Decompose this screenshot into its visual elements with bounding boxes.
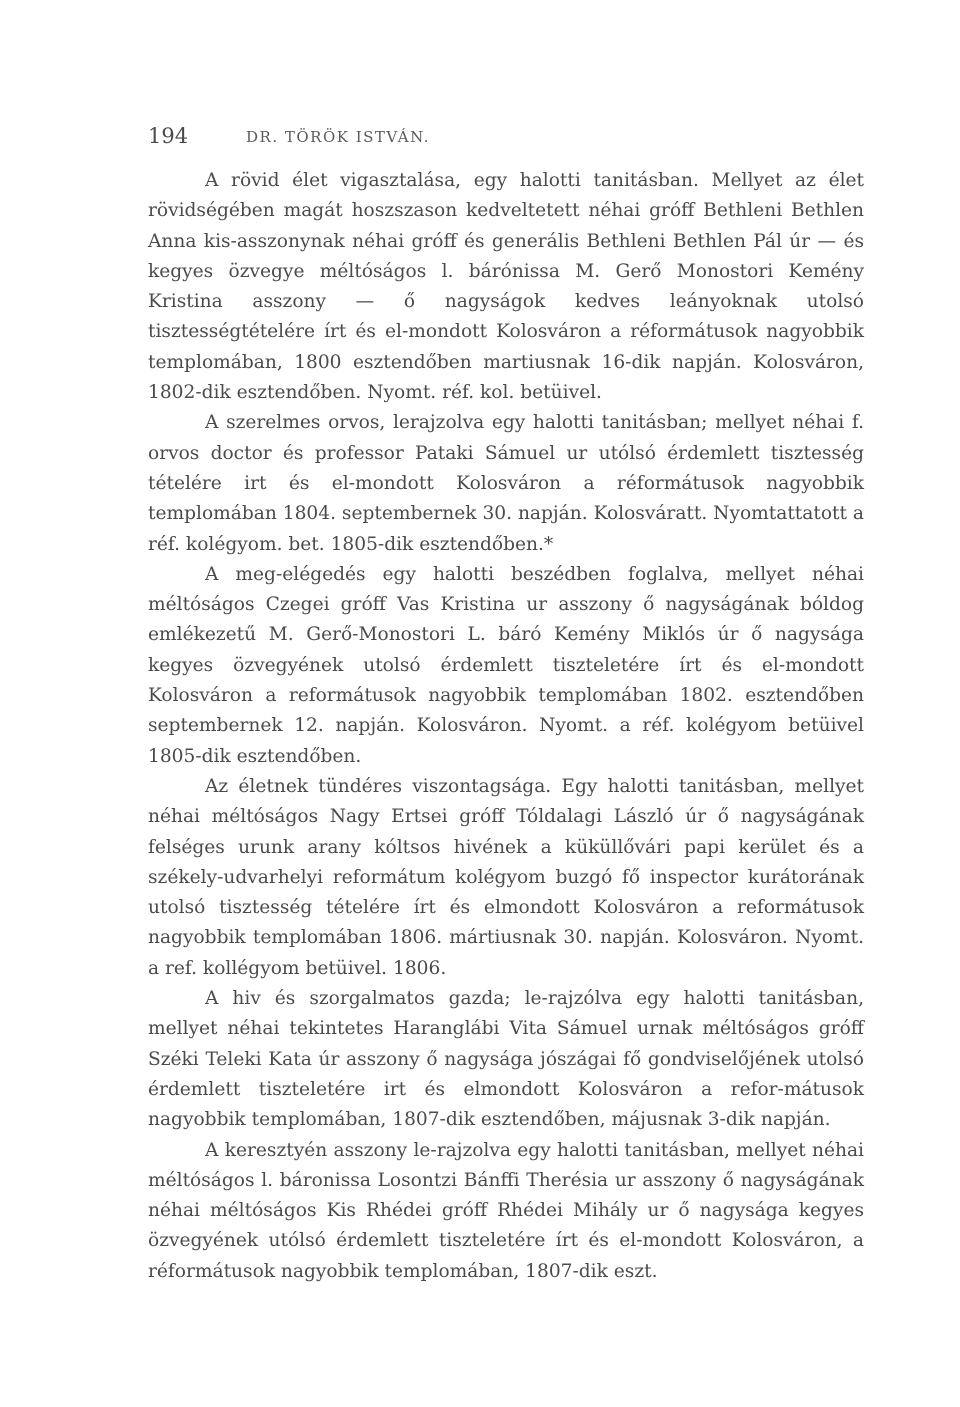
bibliography-entry: Az életnek tündéres viszontagsága. Egy halotti tanitásban, mellyet néhai méltóságos Nagy Ertsei gróff Tóldalagi László úr ő nagyságának felséges urunk arany kóltsos hivének a küküllővári papi kerület és a székely-udvarhelyi reformátum kolégyom buzgó fő inspector kurátorának utolsó tisztesség tételére írt és elmondott Kolosváron a reformátusok nagyobbik templomában 1806. mártiusnak 30. napján. Kolosváron. Nyomt. a ref. kollégyom betüivel. 1806. — [148, 775, 864, 979]
bibliography-entry: A rövid élet vigasztalása, egy halotti tanitásban. Mellyet az élet rövidségében magát hoszszason kedveltetett néhai gróff Bethleni Bethlen Anna kis-asszonynak néhai gróff és generális Bethleni Bethlen Pál úr — és kegyes özvegye méltóságos l. bárónissa M. Gerő Monostori Kemény Kristina asszony — ő nagyságok kedves leányoknak utolsó tisztességtételére írt és el-mondott Kolosváron a réformátusok nagyobbik templomában, 1800 esztendőben martiusnak 16-dik napján. Kolosváron, 1802-dik esztendőben. Nyomt. réf. kol. betüivel. — [148, 170, 864, 404]
page-number: 194 — [148, 124, 189, 148]
page-header — [148, 120, 864, 160]
bibliography-entry: A szerelmes orvos, lerajzolva egy halotti tanitásban; mellyet néhai f. orvos doctor és professor Pataki Sámuel ur utólsó érdemlett tisztesség tételére irt és el-mondott Kolosváron a réformátusok nagyobbik templomában 1804. septembernek 30. napján. Kolosváratt. Nyomtattatott a réf. kolégyom. bet. 1805-dik esztendőben.* — [148, 412, 864, 555]
document-page — [148, 120, 864, 1287]
bibliography-entry: A hiv és szorgalmatos gazda; le-rajzólva egy halotti tanitásban, mellyet néhai tekintetes Haranglábi Vita Sámuel urnak méltóságos gróff Széki Teleki Kata úr asszony ő nagysága jószágai fő gondviselőjének utolsó érdemlett tiszteletére irt és elmondott Kolosváron a refor-mátusok nagyobbik templomában, 1807-dik esztendőben, májusnak 3-dik napján. — [148, 988, 864, 1131]
bibliography-entry: A meg-elégedés egy halotti beszédben foglalva, mellyet néhai méltóságos Czegei gróff Vas Kristina ur asszony ő nagyságának bóldog emlékezetű M. Gerő-Monostori L. báró Kemény Miklós úr ő nagysága kegyes özvegyének utolsó érdemlett tiszteletére írt és el-mondott Kolosváron a reformátusok nagyobbik templomában 1802. esztendőben septembernek 12. napján. Kolosváron. Nyomt. a réf. kolégyom betüivel 1805-dik esztendőben. — [148, 563, 864, 767]
bibliography-entry: A keresztyén asszony le-rajzolva egy halotti tanitásban, mellyet néhai méltóságos l. báronissa Losontzi Bánffi Therésia ur asszony ő nagyságának néhai méltóságos Kis Rhédei gróff Rhédei Mihály ur ő nagysága kegyes özvegyének utólsó érdemlett tiszteletére írt és el-mondott Kolosváron, a réformátusok nagyobbik templomában, 1807-dik eszt. — [148, 1139, 864, 1282]
body-text — [148, 166, 864, 1287]
running-head: DR. TÖRÖK ISTVÁN. — [246, 128, 431, 146]
